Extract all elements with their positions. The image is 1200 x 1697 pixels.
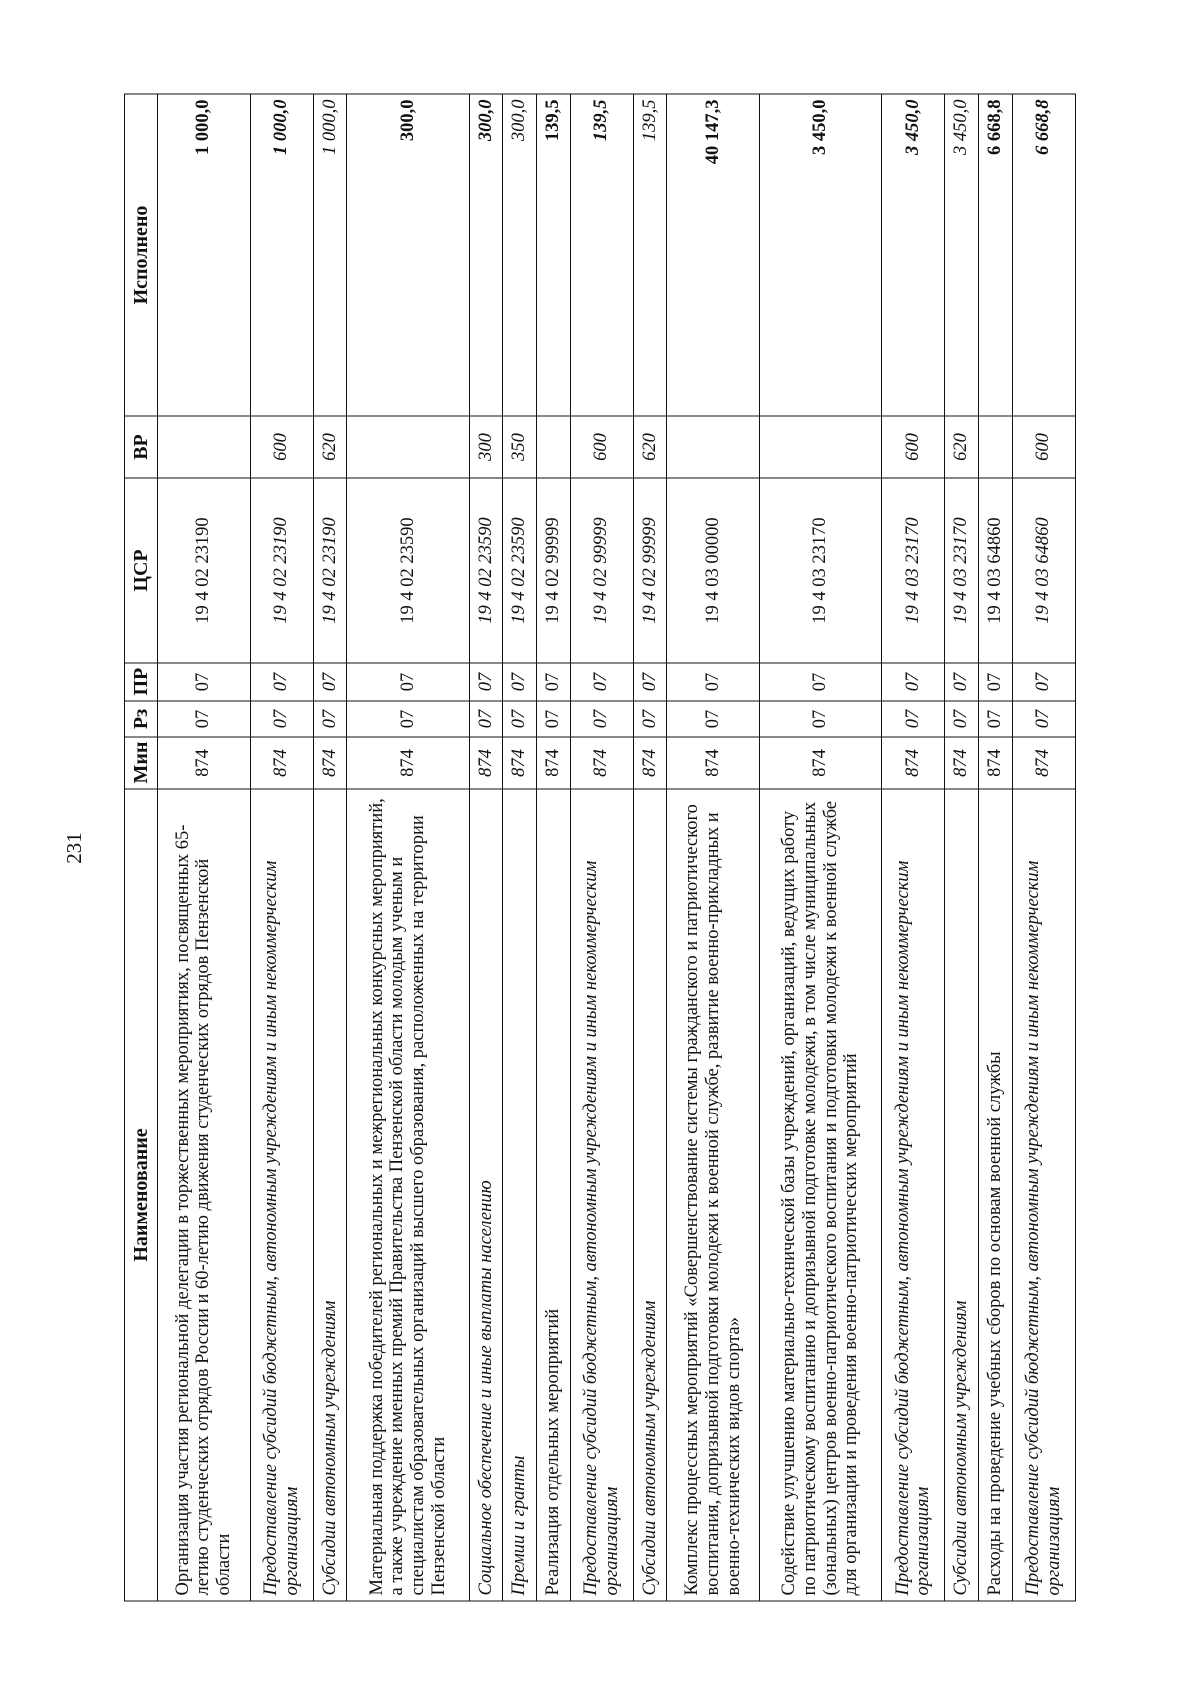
- header-rz: Рз: [125, 701, 158, 737]
- cell-min: 874: [570, 737, 633, 789]
- cell-vr: 600: [570, 416, 633, 478]
- cell-csr: 19 4 03 23170: [760, 478, 882, 663]
- cell-pr: 07: [347, 663, 469, 701]
- cell-pr: 07: [1012, 663, 1075, 701]
- cell-vr: [760, 416, 882, 478]
- cell-csr: 19 4 02 23190: [250, 478, 313, 663]
- cell-ispolneno: 1 000,0: [250, 94, 313, 416]
- cell-min: 874: [158, 737, 251, 789]
- cell-ispolneno: 40 147,3: [667, 94, 760, 416]
- cell-name: Субсидии автономным учреждениям: [633, 789, 667, 1601]
- table-row: [667, 94, 760, 1601]
- cell-name: Расходы на проведение учебных сборов по основам военной службы: [979, 789, 1013, 1601]
- table-row: [469, 94, 503, 1601]
- cell-ispolneno: 1 000,0: [158, 94, 251, 416]
- cell-min: 874: [882, 737, 945, 789]
- cell-name: Субсидии автономным учреждениям: [313, 789, 347, 1601]
- cell-vr: [536, 416, 570, 478]
- table-header-row: [125, 94, 158, 1601]
- cell-rz: 07: [536, 701, 570, 737]
- cell-vr: [347, 416, 469, 478]
- cell-pr: 07: [667, 663, 760, 701]
- cell-pr: 07: [313, 663, 347, 701]
- cell-pr: 07: [633, 663, 667, 701]
- table-row: [945, 94, 979, 1601]
- cell-csr: 19 4 03 23170: [882, 478, 945, 663]
- page-number: 231: [62, 832, 86, 864]
- header-min: Мин: [125, 737, 158, 789]
- cell-rz: 07: [503, 701, 537, 737]
- cell-pr: 07: [503, 663, 537, 701]
- budget-table: [124, 94, 1076, 1602]
- cell-min: 874: [760, 737, 882, 789]
- cell-name: Социальное обеспечение и иные выплаты населению: [469, 789, 503, 1601]
- cell-min: 874: [633, 737, 667, 789]
- cell-csr: 19 4 02 23190: [158, 478, 251, 663]
- cell-name: Содействие улучшению материально-технической базы учреждений, организаций, ведущих работу по патриотическому воспитанию и допризывной подготовке молодежи, в том числе муниципальных (зональных) центров военно-патриотического воспитания и подготовки молодежи к военной службе для организации и проведения военно-патриотических мероприятий: [760, 789, 882, 1601]
- cell-ispolneno: 300,0: [503, 94, 537, 416]
- cell-csr: 19 4 02 23590: [347, 478, 469, 663]
- cell-vr: 620: [313, 416, 347, 478]
- cell-ispolneno: 6 668,8: [1012, 94, 1075, 416]
- cell-vr: 600: [1012, 416, 1075, 478]
- cell-name: Предоставление субсидий бюджетным, автономным учреждениям и иным некоммерческим организациям: [1012, 789, 1075, 1601]
- header-vr: ВР: [125, 416, 158, 478]
- cell-pr: 07: [469, 663, 503, 701]
- cell-csr: 19 4 02 99999: [633, 478, 667, 663]
- cell-csr: 19 4 03 64860: [979, 478, 1013, 663]
- cell-name: Комплекс процессных мероприятий «Совершенствование системы гражданского и патриотического воспитания, допризывной подготовки молодежи к военной службе, развитие военно-прикладных и военно-технических видов спорта»: [667, 789, 760, 1601]
- cell-min: 874: [313, 737, 347, 789]
- cell-csr: 19 4 02 23590: [503, 478, 537, 663]
- cell-vr: 600: [882, 416, 945, 478]
- cell-min: 874: [469, 737, 503, 789]
- table-row: [536, 94, 570, 1601]
- cell-name: Организация участия региональной делегации в торжественных мероприятиях, посвященных 65-летию студенческих отрядов России и 60-летию движения студенческих отрядов Пензенской области: [158, 789, 251, 1601]
- table-row: [979, 94, 1013, 1601]
- cell-name: Премии и гранты: [503, 789, 537, 1601]
- cell-ispolneno: 139,5: [633, 94, 667, 416]
- table-row: [760, 94, 882, 1601]
- cell-min: 874: [503, 737, 537, 789]
- header-name: Наименование: [125, 789, 158, 1601]
- table-row: [347, 94, 469, 1601]
- cell-name: Материальная поддержка победителей региональных и межрегиональных конкурсных мероприятий, а также учреждение именных премий Правительства Пензенской области молодым ученым и специалистам образовательных организаций высшего образования, расположенных на территории Пензенской области: [347, 789, 469, 1601]
- cell-ispolneno: 3 450,0: [882, 94, 945, 416]
- table-row: [313, 94, 347, 1601]
- cell-name: Субсидии автономным учреждениям: [945, 789, 979, 1601]
- rotated-table-container: [124, 95, 1076, 1602]
- cell-csr: 19 4 03 00000: [667, 478, 760, 663]
- cell-ispolneno: 6 668,8: [979, 94, 1013, 416]
- cell-pr: 07: [882, 663, 945, 701]
- cell-ispolneno: 139,5: [536, 94, 570, 416]
- table-body: [158, 94, 1076, 1601]
- cell-rz: 07: [882, 701, 945, 737]
- table-row: [633, 94, 667, 1601]
- cell-csr: 19 4 02 23590: [469, 478, 503, 663]
- cell-csr: 19 4 03 23170: [945, 478, 979, 663]
- cell-pr: 07: [158, 663, 251, 701]
- cell-vr: [158, 416, 251, 478]
- cell-rz: 07: [313, 701, 347, 737]
- cell-rz: 07: [1012, 701, 1075, 737]
- cell-rz: 07: [250, 701, 313, 737]
- cell-ispolneno: 3 450,0: [945, 94, 979, 416]
- cell-csr: 19 4 03 64860: [1012, 478, 1075, 663]
- header-ispolneno: Исполнено: [125, 94, 158, 416]
- cell-pr: 07: [945, 663, 979, 701]
- cell-rz: 07: [570, 701, 633, 737]
- cell-pr: 07: [250, 663, 313, 701]
- table-row: [250, 94, 313, 1601]
- cell-rz: 07: [158, 701, 251, 737]
- cell-vr: [667, 416, 760, 478]
- cell-ispolneno: 300,0: [347, 94, 469, 416]
- cell-min: 874: [250, 737, 313, 789]
- cell-min: 874: [536, 737, 570, 789]
- cell-ispolneno: 300,0: [469, 94, 503, 416]
- cell-ispolneno: 3 450,0: [760, 94, 882, 416]
- cell-pr: 07: [979, 663, 1013, 701]
- cell-pr: 07: [536, 663, 570, 701]
- cell-csr: 19 4 02 99999: [536, 478, 570, 663]
- header-csr: ЦСР: [125, 478, 158, 663]
- cell-rz: 07: [760, 701, 882, 737]
- cell-min: 874: [667, 737, 760, 789]
- table-row: [1012, 94, 1075, 1601]
- cell-csr: 19 4 02 23190: [313, 478, 347, 663]
- cell-ispolneno: 1 000,0: [313, 94, 347, 416]
- table-row: [882, 94, 945, 1601]
- cell-vr: [979, 416, 1013, 478]
- cell-rz: 07: [633, 701, 667, 737]
- cell-ispolneno: 139,5: [570, 94, 633, 416]
- cell-name: Реализация отдельных мероприятий: [536, 789, 570, 1601]
- cell-vr: 600: [250, 416, 313, 478]
- cell-vr: 300: [469, 416, 503, 478]
- cell-pr: 07: [570, 663, 633, 701]
- table-row: [570, 94, 633, 1601]
- cell-min: 874: [1012, 737, 1075, 789]
- cell-vr: 350: [503, 416, 537, 478]
- cell-min: 874: [945, 737, 979, 789]
- cell-pr: 07: [760, 663, 882, 701]
- header-pr: ПР: [125, 663, 158, 701]
- cell-vr: 620: [633, 416, 667, 478]
- cell-rz: 07: [469, 701, 503, 737]
- cell-rz: 07: [347, 701, 469, 737]
- table-row: [158, 94, 251, 1601]
- cell-vr: 620: [945, 416, 979, 478]
- cell-min: 874: [979, 737, 1013, 789]
- cell-name: Предоставление субсидий бюджетным, автономным учреждениям и иным некоммерческим организациям: [250, 789, 313, 1601]
- cell-rz: 07: [667, 701, 760, 737]
- table-row: [503, 94, 537, 1601]
- cell-min: 874: [347, 737, 469, 789]
- cell-name: Предоставление субсидий бюджетным, автономным учреждениям и иным некоммерческим организациям: [882, 789, 945, 1601]
- cell-csr: 19 4 02 99999: [570, 478, 633, 663]
- cell-rz: 07: [945, 701, 979, 737]
- cell-name: Предоставление субсидий бюджетным, автономным учреждениям и иным некоммерческим организациям: [570, 789, 633, 1601]
- cell-rz: 07: [979, 701, 1013, 737]
